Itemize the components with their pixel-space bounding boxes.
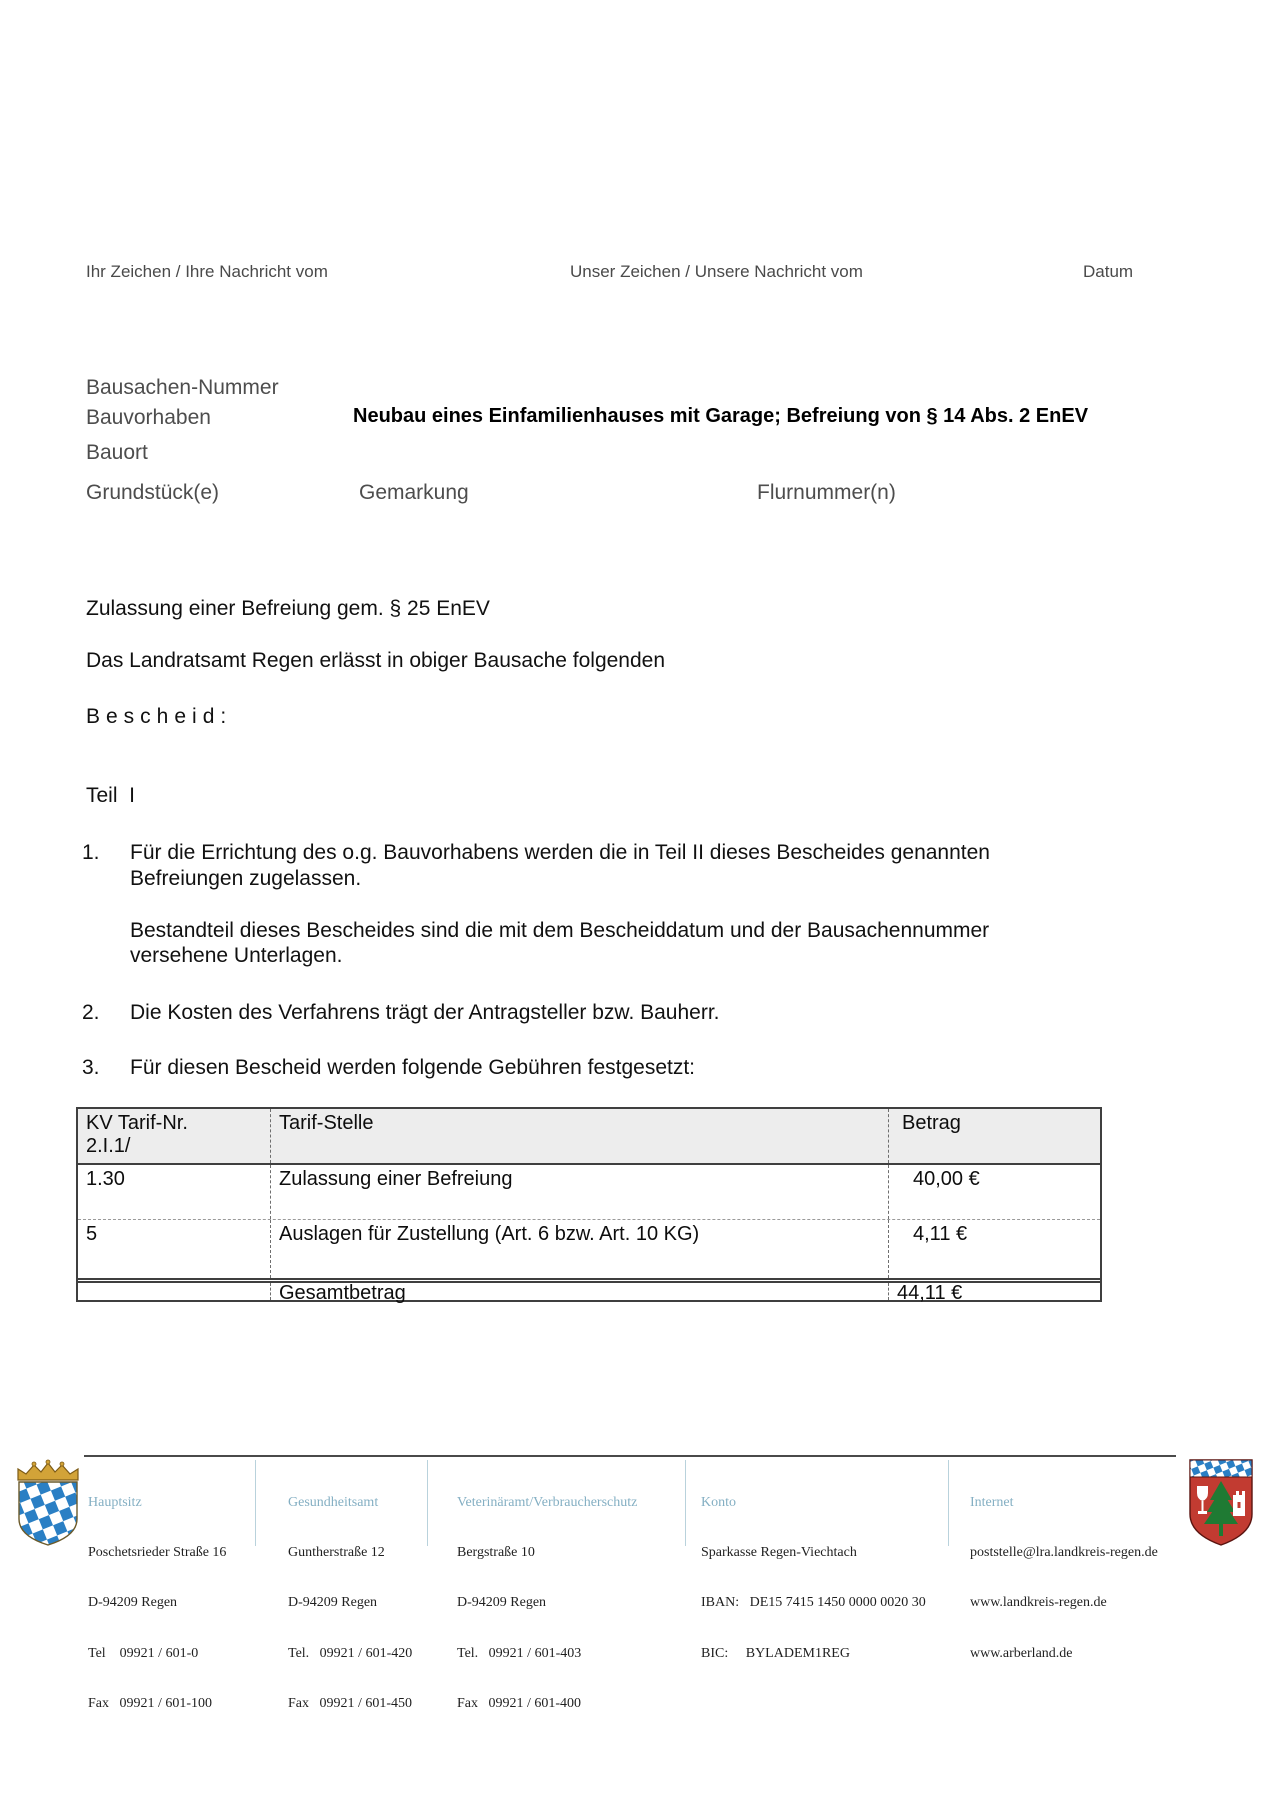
footer-column-konto [701, 1461, 926, 1696]
fees-header-tarif-stelle: Tarif-Stelle [270, 1109, 889, 1163]
footer-line-bank: Sparkasse Regen-Viechtach [701, 1544, 857, 1560]
cell-total-betrag: 44,11 € [897, 1282, 963, 1304]
ref-label-unser-zeichen: Unser Zeichen / Unsere Nachricht vom [570, 262, 863, 281]
item1-line1: Für die Errichtung des o.g. Bauvorhabens werden die in Teil II dieses Bescheides genannten [130, 841, 990, 864]
footer-line-tel: Tel. 09921 / 601-420 [288, 1645, 413, 1661]
item3-text: Für diesen Bescheid werden folgende Gebühren festgesetzt: [130, 1056, 696, 1079]
footer-title-gesundheitsamt: Gesundheitsamt [288, 1494, 379, 1510]
bavaria-coat-of-arms-icon [14, 1458, 82, 1548]
field-label-bauort: Bauort [86, 441, 148, 464]
subject-line: Zulassung einer Befreiung gem. § 25 EnEV [86, 597, 490, 620]
footer-line-tel: Tel 09921 / 601-0 [88, 1645, 199, 1661]
list-number-3: 3. [82, 1056, 100, 1079]
bauvorhaben-value: Neubau eines Einfamilienhauses mit Garage; Befreiung von § 14 Abs. 2 EnEV [353, 405, 1089, 427]
table-row [78, 1219, 1100, 1278]
footer-column-internet [970, 1461, 1158, 1696]
footer-line-tel: Tel. 09921 / 601-403 [457, 1645, 582, 1661]
footer-line-street: Poschetsrieder Straße 16 [88, 1544, 227, 1560]
footer-line-fax: Fax 09921 / 601-100 [88, 1696, 213, 1712]
footer-column-veterinaeramt [457, 1461, 637, 1747]
footer-line-iban: IBAN: DE15 7415 1450 0000 0020 30 [701, 1595, 926, 1611]
footer-column-divider [948, 1460, 949, 1546]
cell-tarif-nr: 1.30 [86, 1168, 125, 1190]
item1-line2: Befreiungen zugelassen. [130, 867, 362, 890]
footer-line-email: poststelle@lra.landkreis-regen.de [970, 1544, 1158, 1560]
fees-header-tarif-nr-line2: 2.I.1/ [86, 1135, 131, 1157]
cell-tarif-stelle: Zulassung einer Befreiung [270, 1165, 889, 1219]
intro-line: Das Landratsamt Regen erlässt in obiger Bausache folgenden [86, 649, 666, 672]
table-total-row [78, 1278, 1100, 1304]
ref-label-datum: Datum [1083, 262, 1134, 281]
fees-header-betrag: Betrag [902, 1112, 961, 1134]
cell-empty [78, 1283, 270, 1300]
footer-column-gesundheitsamt [288, 1461, 412, 1747]
field-label-grundstuecke: Grundstück(e) [86, 481, 220, 504]
fees-table-header-row [78, 1109, 1100, 1165]
footer-line-fax: Fax 09921 / 601-450 [288, 1696, 413, 1712]
footer-column-divider [427, 1460, 428, 1546]
list-number-1: 1. [82, 841, 100, 864]
ref-label-ihr-zeichen: Ihr Zeichen / Ihre Nachricht vom [86, 262, 328, 281]
landkreis-regen-coat-of-arms-icon [1181, 1456, 1261, 1548]
cell-betrag: 4,11 € [913, 1223, 968, 1245]
item1b-line2: versehene Unterlagen. [130, 944, 343, 967]
cell-total-label: Gesamtbetrag [270, 1283, 889, 1300]
item1b-line1: Bestandteil dieses Bescheides sind die mit dem Bescheiddatum und der Bausachennummer [130, 919, 990, 942]
footer-line-web2: www.arberland.de [970, 1645, 1073, 1661]
footer-line-city: D-94209 Regen [88, 1595, 178, 1611]
footer-title-konto: Konto [701, 1494, 736, 1510]
footer-column-hauptsitz [88, 1461, 226, 1747]
footer-column-divider [255, 1460, 256, 1546]
field-label-gemarkung: Gemarkung [359, 481, 469, 504]
footer-line-street: Guntherstraße 12 [288, 1544, 385, 1560]
teil-heading: Teil I [86, 784, 136, 807]
footer-line-street: Bergstraße 10 [457, 1544, 535, 1560]
footer-line-city: D-94209 Regen [457, 1595, 547, 1611]
fees-table [76, 1107, 1102, 1302]
footer-line-web1: www.landkreis-regen.de [970, 1595, 1107, 1611]
footer-line-city: D-94209 Regen [288, 1595, 378, 1611]
cell-tarif-stelle: Auslagen für Zustellung (Art. 6 bzw. Art. 10 KG) [270, 1220, 889, 1278]
fees-header-tarif-nr-line1: KV Tarif-Nr. [86, 1112, 188, 1134]
item2-text: Die Kosten des Verfahrens trägt der Antragsteller bzw. Bauherr. [130, 1001, 720, 1024]
cell-tarif-nr: 5 [86, 1223, 98, 1245]
fees-header-tarif-nr [78, 1109, 270, 1163]
footer-title-veterinaeramt: Veterinäramt/Verbraucherschutz [457, 1494, 638, 1510]
list-number-2: 2. [82, 1001, 100, 1024]
field-label-bauvorhaben: Bauvorhaben [86, 406, 211, 429]
field-label-flurnummern: Flurnummer(n) [757, 481, 896, 504]
footer-column-divider [685, 1460, 686, 1546]
footer-divider-rule [84, 1455, 1176, 1457]
footer-line-bic: BIC: BYLADEM1REG [701, 1645, 850, 1661]
footer-title-hauptsitz: Hauptsitz [88, 1494, 142, 1510]
field-label-bausachen-nummer: Bausachen-Nummer [86, 376, 279, 399]
bescheid-heading: Bescheid: [86, 705, 233, 728]
footer-line-fax: Fax 09921 / 601-400 [457, 1696, 582, 1712]
footer-title-internet: Internet [970, 1494, 1014, 1510]
cell-betrag: 40,00 € [913, 1168, 980, 1190]
table-row [78, 1165, 1100, 1219]
